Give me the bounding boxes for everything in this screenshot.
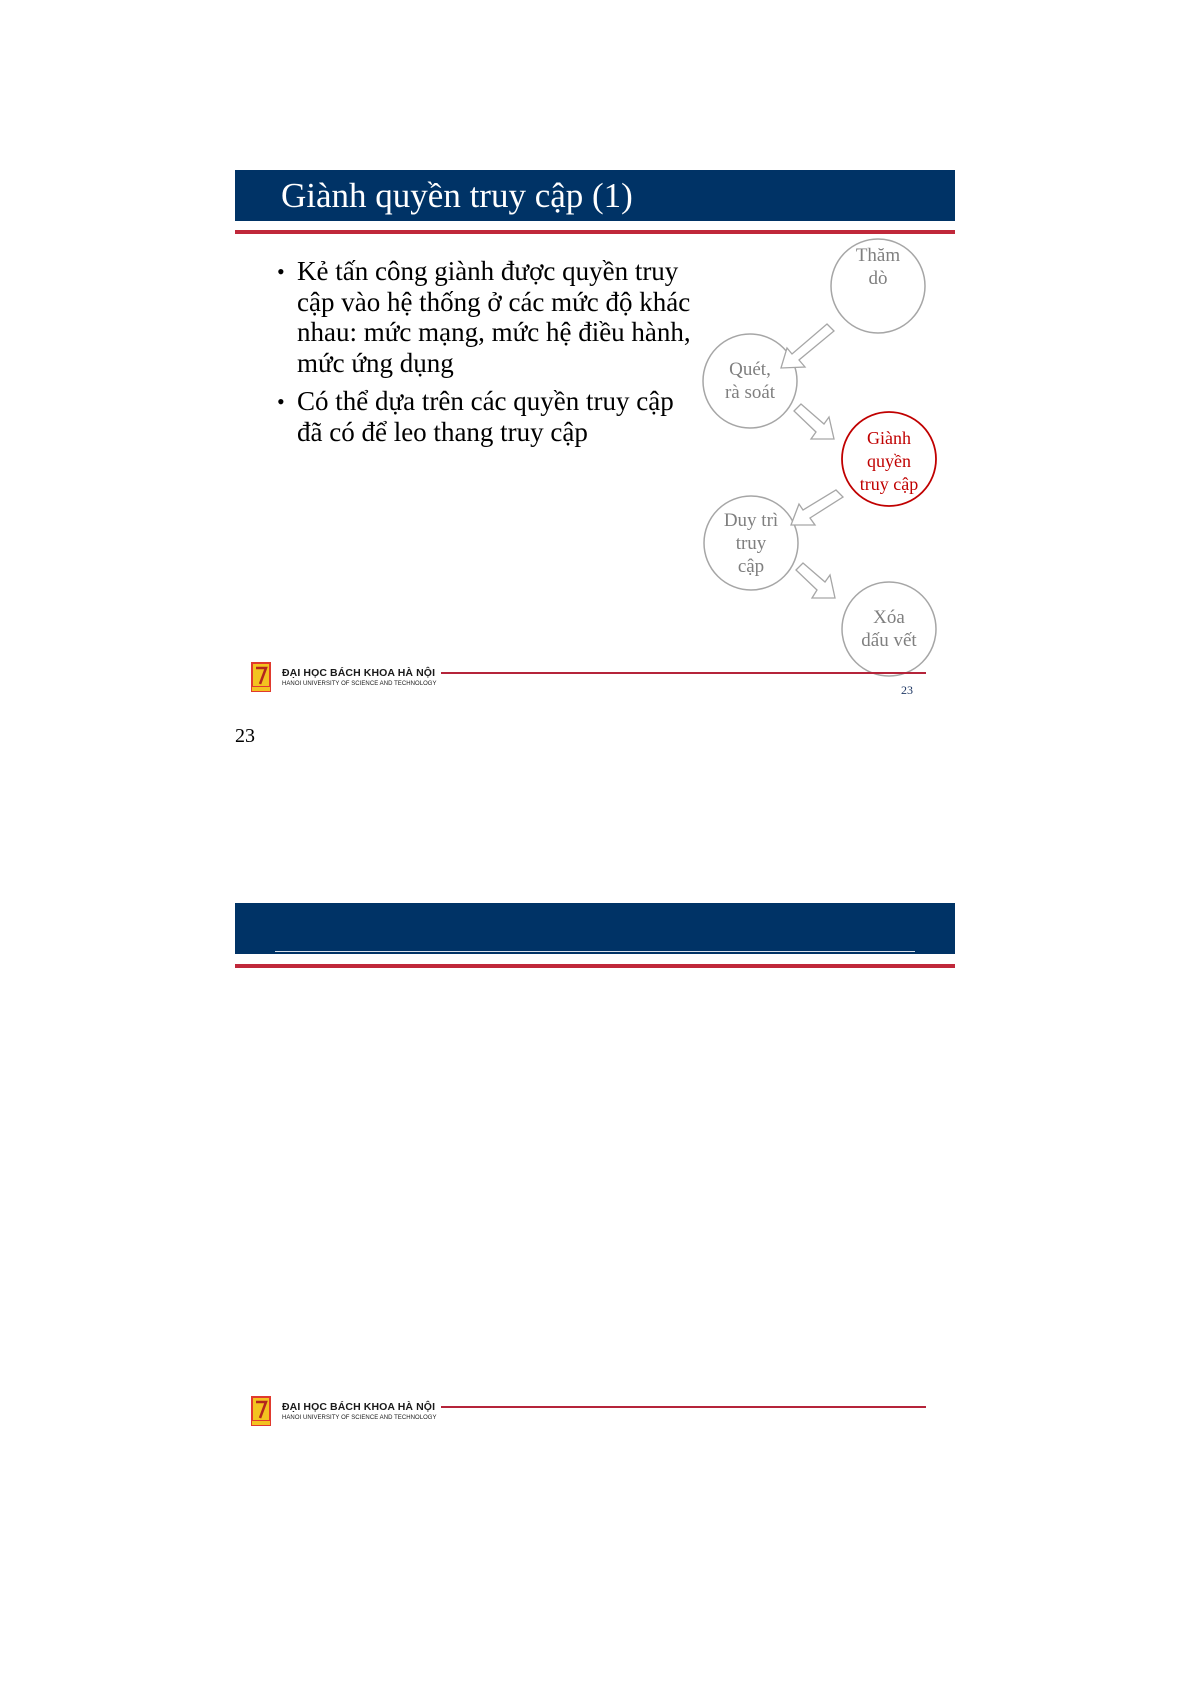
footer-rule [441, 672, 926, 674]
bullet-item: • Có thể dựa trên các quyền truy cập đã có để leo thang truy cập [277, 386, 674, 447]
arrow-2-icon [794, 404, 834, 439]
title-bar [235, 903, 955, 954]
arrow-3-icon [791, 490, 843, 525]
university-name-en: HANOI UNIVERSITY OF SCIENCE AND TECHNOLOGY [282, 681, 437, 687]
slide-footer [251, 662, 951, 702]
university-name: ĐẠI HỌC BÁCH KHOA HÀ NỘI [282, 667, 436, 679]
university-name: ĐẠI HỌC BÁCH KHOA HÀ NỘI [282, 1401, 436, 1413]
footer-rule [441, 1406, 926, 1408]
slide-2 [235, 903, 955, 1443]
page-number: 23 [235, 725, 255, 747]
node-label-cover-tracks: Xóa dấu vết [861, 607, 917, 651]
arrow-4-icon [796, 563, 835, 598]
bullet-text: Kẻ tấn công giành được quyền truy cập vào hệ thống ở các mức độ khác nhau: mức mạng, mức hệ điều hành, mức ứng dụng [297, 256, 691, 378]
slide-title: Giành quyền truy cập (1) [281, 176, 633, 215]
node-label-scan: Quét, rà soát [724, 359, 776, 403]
bullet-item: • Kẻ tấn công giành được quyền truy cập vào hệ thống ở các mức độ khác nhau: mức mạng, mức hệ điều hành, mức ứng dụng [277, 256, 691, 378]
slide-1 [235, 170, 955, 710]
bullet-text: Có thể dựa trên các quyền truy cập đã có để leo thang truy cập [297, 386, 674, 447]
title-bar-rule [275, 951, 915, 952]
title-underline [235, 964, 955, 968]
node-label-gain-access: Giành quyền truy cập [859, 428, 919, 494]
node-label-maintain: Duy trì truy cập [723, 510, 779, 577]
slide-footer [251, 1396, 951, 1436]
university-logo-icon [251, 662, 271, 692]
university-name-en: HANOI UNIVERSITY OF SCIENCE AND TECHNOLOGY [282, 1415, 437, 1421]
university-logo-icon [251, 1396, 271, 1426]
node-label-recon: Thăm dò [855, 245, 901, 289]
slide-number: 23 [901, 683, 913, 697]
